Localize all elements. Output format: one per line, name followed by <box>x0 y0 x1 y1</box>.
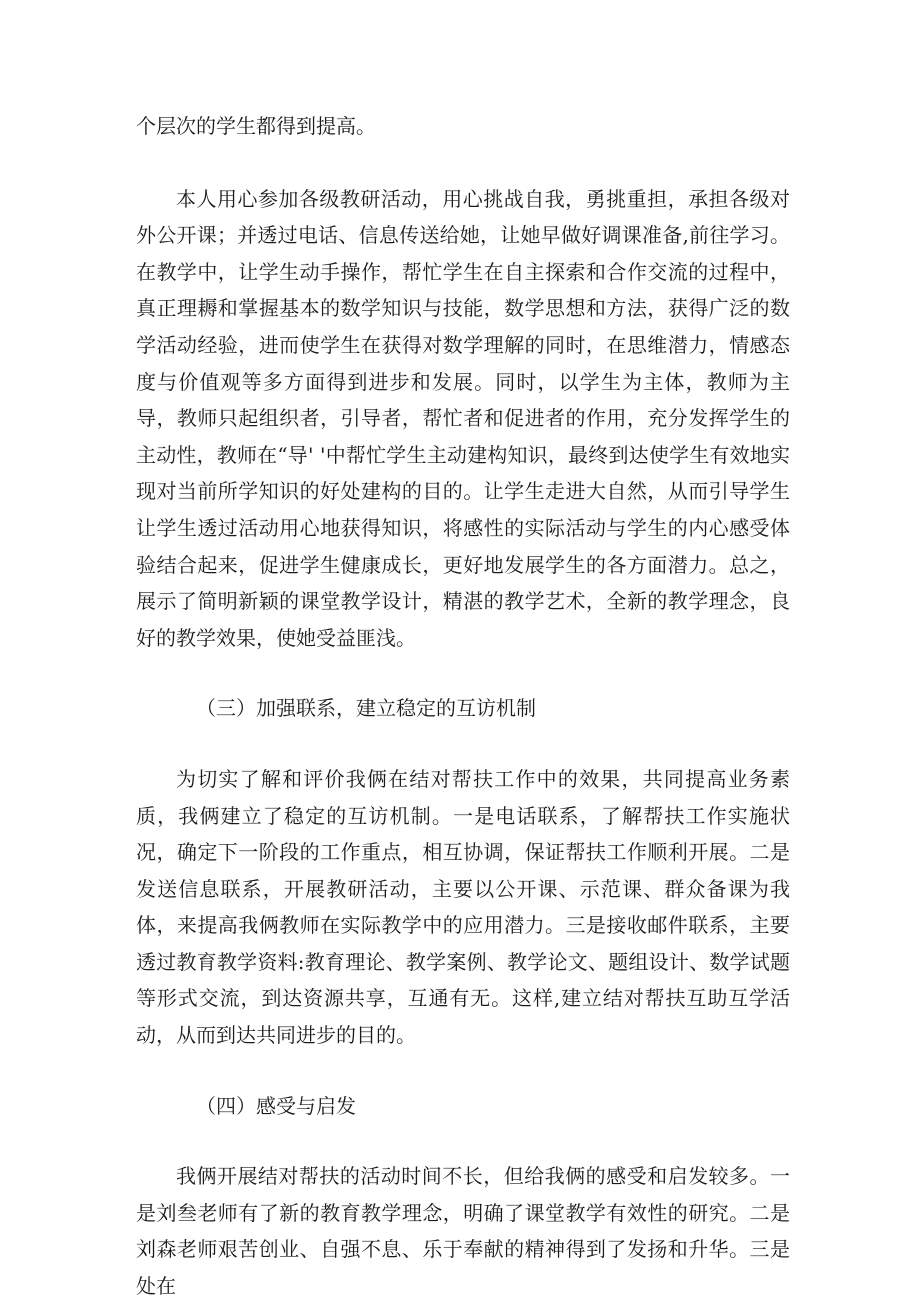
document-body <box>136 108 790 1305</box>
paragraph-reflections: 我俩开展结对帮扶的活动时间不长，但给我俩的感受和启发较多。一是刘叁老师有了新的教育教学理念，明确了课堂教学有效性的研究。二是刘森老师艰苦创业、自强不息、乐于奉献的精神得到了发扬和升华。三是处在 <box>136 1164 790 1299</box>
paragraph-visit-mechanism: 为切实了解和评价我俩在结对帮扶工作中的效果，共同提高业务素质，我俩建立了稳定的互访机制。一是电话联系，了解帮扶工作实施状况，确定下一阶段的工作重点，相互协调，保证帮扶工作顺利开展。二是发送信息联系，开展教研活动，主要以公开课、示范课、群众备课为我体，来提高我俩教师在实际教学中的应用潜力。三是接收邮件联系，主要透过教育教学资料:教育理论、教学案例、教学论文、题组设计、数学试题等形式交流，到达资源共享，互通有无。这样,建立结对帮扶互助互学活动，从而到达共同进步的目的。 <box>136 766 790 1048</box>
section-heading-4: （四）感受与启发 <box>196 1093 356 1118</box>
section-heading-3: （三）加强联系，建立稳定的互访机制 <box>196 696 536 721</box>
paragraph-teaching-research: 本人用心参加各级教研活动，用心挑战自我，勇挑重担，承担各级对外公开课；并透过电话、信息传送给她，让她早做好调课准备,前往学习。在教学中，让学生动手操作，帮忙学生在自主探索和合作交流的过程中，真正理耨和掌握基本的数学知识与技能，数学思想和方法，获得广泛的数学活动经验，进而使学生在获得对数学理解的同时，在思维潜力，情感态度与价值观等多方面得到进步和发展。同时，以学生为主体，教师为主导，教师只起组织者，引导者，帮忙者和促进者的作用，充分发挥学生的主动性，教师在“导' '中帮忙学生主动建构知识，最终到达使学生有效地实现对当前所学知识的好处建构的目的。让学生走进大自然，从而引导学生让学生透过活动用心地获得知识，将感性的实际活动与学生的内心感受体验结合起来，促进学生健康成长，更好地发展学生的各方面潜力。总之，展示了简明新颖的课堂教学设计，精湛的教学艺术，全新的教学理念，良好的教学效果，使她受益匪浅。 <box>136 186 790 650</box>
paragraph-continuation: 个层次的学生都得到提高。 <box>136 114 376 138</box>
